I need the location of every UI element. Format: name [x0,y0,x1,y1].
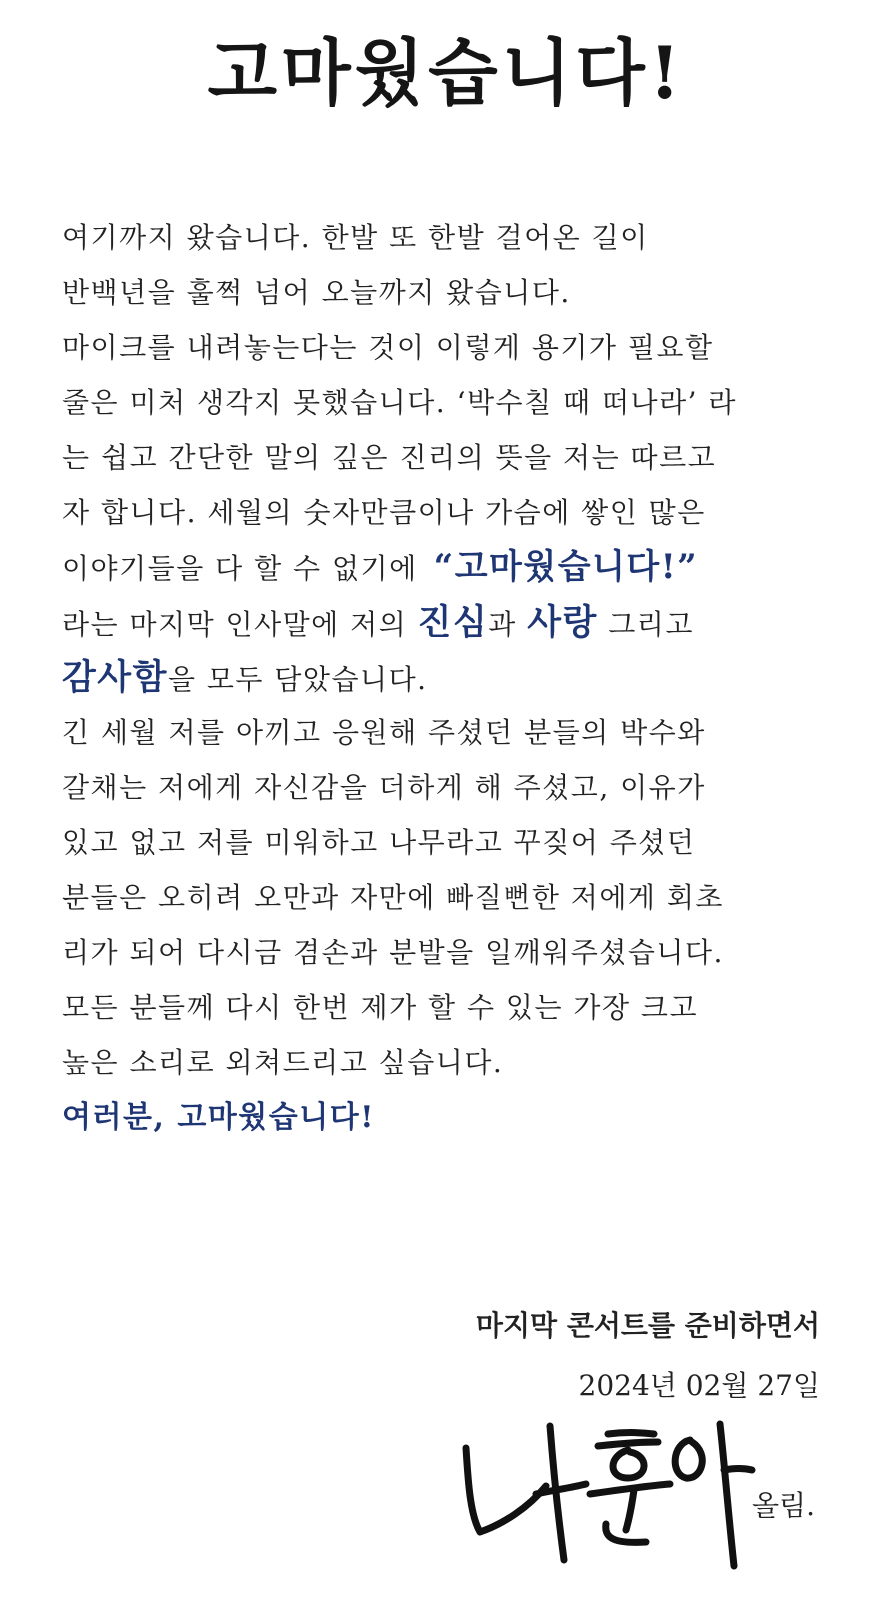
highlighted-quote: “고마웠습니다!” [433,547,699,587]
body-line: 자 합니다. 세월의 숫자만큼이나 가슴에 쌓인 많은 [62,496,706,529]
highlight-jinsim: 진심 [417,602,489,643]
body-line [62,540,862,595]
body-line: 는 쉽고 간단한 말의 깊은 진리의 뜻을 저는 따르고 [62,441,717,474]
preparing-note: 마지막 콘서트를 준비하면서 [475,1309,820,1342]
body-line: 긴 세월 저를 아끼고 응원해 주셨던 분들의 박수와 [62,716,706,749]
letter-body [62,210,862,1145]
body-line: 갈채는 저에게 자신감을 더하게 해 주셨고, 이유가 [62,771,706,804]
body-line: 줄은 미처 생각지 못했습니다. ‘박수칠 때 떠나라’ 라 [62,386,737,419]
signature-block [476,1296,820,1416]
body-line: 마이크를 내려놓는다는 것이 이렇게 용기가 필요할 [62,331,714,364]
body-line-text: 라는 마지막 인사말에 저의 [62,608,418,641]
body-line: 분들은 오히려 오만과 자만에 빠질뻔한 저에게 회초 [62,881,724,914]
body-line: 여기까지 왔습니다. 한발 또 한발 걸어온 길이 [62,221,649,254]
body-line [62,650,862,705]
ollim-text: 올림. [752,1489,815,1522]
highlight-gamsaham: 감사함 [62,657,168,698]
body-line-text: 을 모두 담았습니다. [167,663,428,696]
body-line-text: 그리고 [597,608,694,641]
body-line: 반백년을 훌쩍 넘어 오늘까지 왔습니다. [62,276,571,309]
letter-date: 2024년 02월 27일 [578,1369,820,1402]
highlight-sarang: 사랑 [527,602,598,643]
body-line-text: 이야기들을 다 할 수 없기에 [62,552,418,585]
body-line [62,595,862,650]
body-line-text: 과 [488,608,528,641]
body-line: 모든 분들께 다시 한번 제가 할 수 있는 가장 크고 [62,991,699,1024]
body-line: 리가 되어 다시금 겸손과 분발을 일깨워주셨습니다. [62,936,724,969]
body-line: 있고 없고 저를 미워하고 나무라고 꾸짖어 주셨던 [62,826,696,859]
letter-title: 고마웠습니다! [207,30,685,115]
body-line: 높은 소리로 외쳐드리고 싶습니다. [62,1046,504,1079]
closing-line: 여러분, 고마웠습니다! [62,1100,375,1135]
handwritten-signature [458,1420,758,1570]
